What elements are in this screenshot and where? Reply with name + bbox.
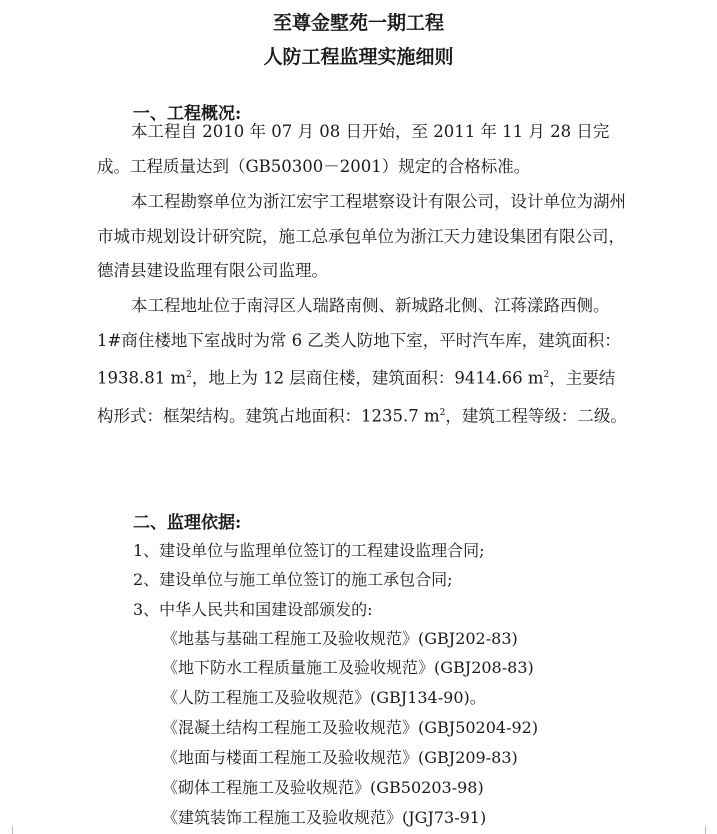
paragraph-schedule-text: 本工程自 2010 年 07 月 08 日开始，至 2011 年 11 月 28 日完成。工程质量达到（GB50300－2001）规定的合格标准。 (97, 122, 610, 176)
paragraph-site-text-d: ，建筑工程等级：二级。 (445, 406, 627, 426)
spec-item: 《混凝土结构工程施工及验收规范》(GBJ50204-92) (162, 718, 539, 737)
paragraph-site-text-c: ，主要结构形式：框架结构。建筑占地面积：1235.7 m (97, 368, 616, 426)
paragraph-site-text-a: 本工程地址位于南浔区人瑞路南侧、新城路北侧、江蒋漾路西侧。1#商住楼地下室战时为常 6 乙类人防地下室，平时汽车库，建筑面积：1938.81 m (97, 296, 621, 388)
paragraph-parties (97, 185, 627, 289)
unit-superscript: 2 (439, 408, 446, 419)
list-item: 2、建设单位与施工单位签订的施工承包合同; (133, 570, 453, 589)
document-subtitle: 人防工程监理实施细则 (263, 46, 454, 68)
spec-item: 《建筑装饰工程施工及验收规范》(JGJ73-91) (162, 808, 487, 827)
paragraph-site (97, 289, 627, 434)
spec-item: 《地面与楼面工程施工及验收规范》(GBJ209-83) (162, 748, 518, 767)
spec-item: 《地基与基础工程施工及验收规范》(GBJ202-83) (162, 629, 518, 648)
spec-item: 《人防工程施工及验收规范》(GBJ134-90)。 (162, 688, 486, 707)
page-corner-mark-left (0, 826, 13, 834)
list-item: 1、建设单位与监理单位签订的工程建设监理合同; (133, 541, 485, 560)
page-corner-mark-right (705, 826, 717, 834)
spec-item: 《地下防水工程质量施工及验收规范》(GBJ208-83) (162, 658, 534, 677)
paragraph-site-text-b: ，地上为 12 层商住楼，建筑面积：9414.66 m (191, 368, 544, 388)
unit-superscript: 2 (186, 370, 192, 381)
section1-heading: 一、工程概况: (133, 104, 242, 124)
section2-heading: 二、监理依据: (133, 513, 242, 533)
unit-superscript: 2 (543, 370, 550, 381)
document-title: 至尊金墅苑一期工程 (272, 12, 444, 34)
paragraph-schedule (97, 115, 627, 184)
spec-item: 《砌体工程施工及验收规范》(GB50203-98) (162, 778, 484, 797)
paragraph-parties-text: 本工程勘察单位为浙江宏宇工程堪察设计有限公司，设计单位为湖州市城市规划设计研究院，施工总承包单位为浙江天力建设集团有限公司，德清县建设监理有限公司监理。 (97, 192, 626, 281)
list-item: 3、中华人民共和国建设部颁发的: (133, 600, 373, 619)
